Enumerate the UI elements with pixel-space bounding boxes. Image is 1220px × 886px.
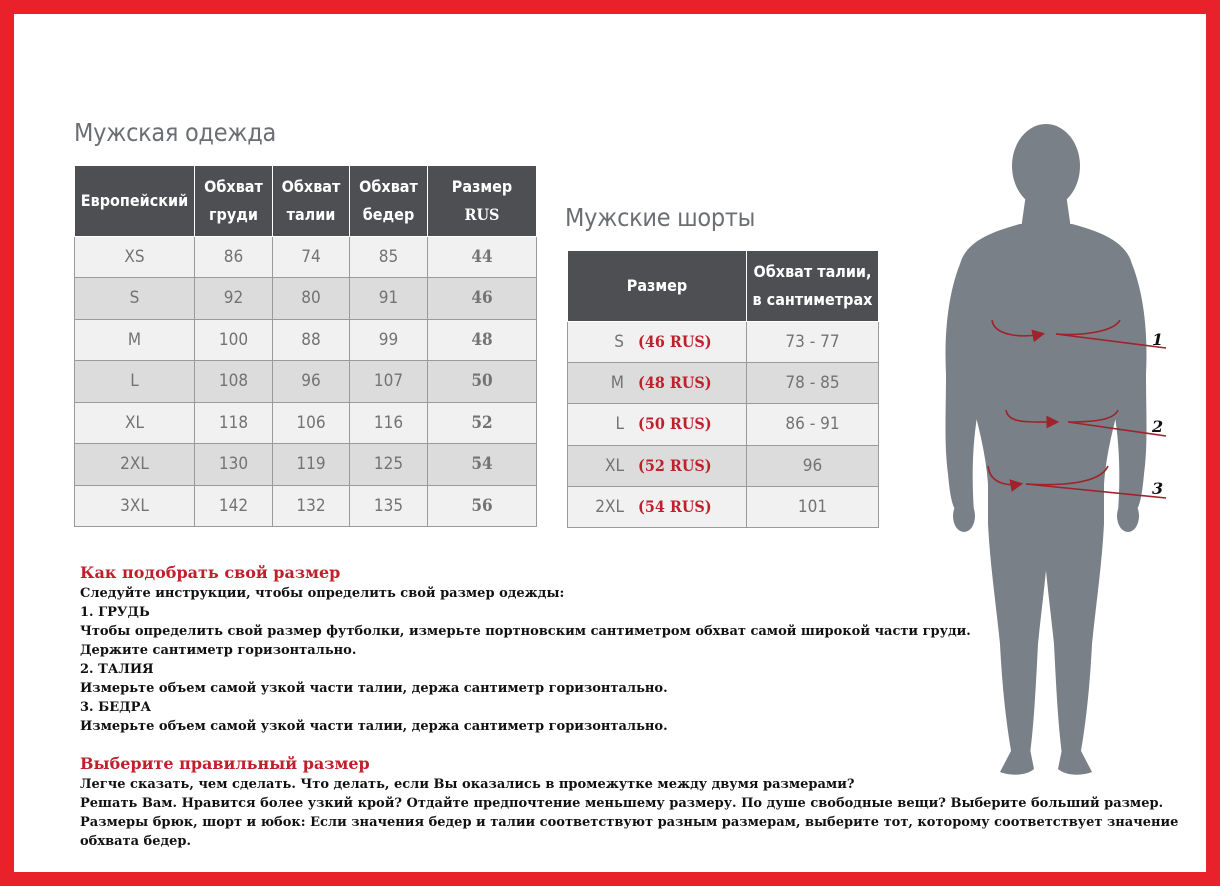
waist-cell: 96	[747, 445, 879, 486]
column-header	[75, 166, 195, 236]
size-cell	[568, 362, 747, 403]
column-header	[350, 166, 428, 236]
size-cell	[568, 404, 747, 445]
table-cell: 100	[195, 319, 273, 361]
table-cell: 108	[195, 361, 273, 403]
waist-cell: 78 - 85	[747, 362, 879, 403]
rus-size-label: (54 RUS)	[638, 497, 712, 517]
table-cell: 74	[273, 236, 350, 278]
table-cell: 2XL	[75, 444, 195, 486]
body-measurement-figure	[930, 124, 1170, 794]
mens-shorts-table	[567, 251, 879, 528]
rus-size-cell: 54	[428, 444, 537, 486]
size-cell	[568, 321, 747, 362]
table-cell: 107	[350, 361, 428, 403]
column-header	[195, 166, 273, 236]
rus-size-cell: 50	[428, 361, 537, 403]
table-cell: 85	[350, 236, 428, 278]
column-header-line: Обхват	[359, 176, 418, 196]
size-label: M	[610, 373, 624, 394]
measurement-label-1: 1	[1152, 330, 1164, 349]
size-label: 2XL	[595, 497, 624, 518]
table-cell: 142	[195, 485, 273, 527]
measurement-label-2: 2	[1152, 417, 1164, 436]
waist-cell: 73 - 77	[747, 321, 879, 362]
male-silhouette-icon	[930, 124, 1170, 794]
table-row	[75, 485, 537, 527]
table-cell: 118	[195, 402, 273, 444]
table-cell: 96	[273, 361, 350, 403]
rus-size-label: (52 RUS)	[638, 455, 712, 475]
instruction-line: 2. ТАЛИЯ	[80, 662, 154, 677]
size-chart-page	[14, 14, 1206, 872]
table-cell: 106	[273, 402, 350, 444]
measurement-label-3: 3	[1152, 479, 1164, 498]
table-cell: XS	[75, 236, 195, 278]
instructions-heading: Как подобрать свой размер	[80, 563, 341, 582]
mens-clothing-table	[74, 166, 537, 527]
advice-line: Решать Вам. Нравится более узкий крой? Отдайте предпочтение меньшему размеру. По душе свободные вещи? Выберите больший размер.	[80, 796, 1164, 811]
column-header	[428, 166, 537, 236]
column-header-line: Обхват	[204, 176, 263, 196]
table-cell: 125	[350, 444, 428, 486]
size-label: S	[614, 331, 624, 352]
table-row	[568, 321, 879, 362]
rus-size-label: (46 RUS)	[638, 331, 712, 351]
table-cell: 91	[350, 278, 428, 320]
column-header	[273, 166, 350, 236]
rus-size-label: (48 RUS)	[638, 373, 712, 393]
table-cell: 132	[273, 485, 350, 527]
waist-cell: 86 - 91	[747, 404, 879, 445]
column-header-line: груди	[209, 204, 258, 224]
rus-size-cell: 52	[428, 402, 537, 444]
instruction-line: Измерьте объем самой узкой части талии, держа сантиметр горизонтально.	[80, 681, 668, 696]
table-row	[75, 278, 537, 320]
rus-size-cell: 46	[428, 278, 537, 320]
rus-size-cell: 56	[428, 485, 537, 527]
table-cell: L	[75, 361, 195, 403]
table-cell: 116	[350, 402, 428, 444]
column-header-line: Обхват	[281, 176, 341, 196]
table-row	[568, 404, 879, 445]
column-header	[568, 251, 747, 321]
table-row	[75, 319, 537, 361]
rus-size-label: (50 RUS)	[638, 414, 712, 434]
instruction-line: Чтобы определить свой размер футболки, измерьте портновским сантиметром обхват самой широкой части груди.	[80, 624, 971, 639]
advice-line: Легче сказать, чем сделать. Что делать, если Вы оказались в промежутке между двумя размерами?	[80, 777, 855, 792]
table-cell: 88	[273, 319, 350, 361]
table-cell: M	[75, 319, 195, 361]
size-label: L	[615, 414, 624, 435]
column-header-line: бедер	[362, 204, 415, 224]
table-cell: 99	[350, 319, 428, 361]
table-cell: 130	[195, 444, 273, 486]
size-cell	[568, 445, 747, 486]
column-header-line: Европейский	[80, 190, 189, 210]
size-label: XL	[605, 455, 624, 476]
column-header-line: Размер	[451, 176, 513, 196]
table-cell: 3XL	[75, 485, 195, 527]
table-cell: S	[75, 278, 195, 320]
mens-clothing-title: Мужская одежда	[74, 118, 276, 147]
mens-shorts-title: Мужские шорты	[565, 203, 756, 232]
advice-line: Размеры брюк, шорт и юбок: Если значения бедер и талии соответствуют разным размерам, выберите тот, которому соответствует значение	[80, 815, 1179, 830]
rus-size-cell: 48	[428, 319, 537, 361]
table-cell: 80	[273, 278, 350, 320]
column-header-line: RUS	[464, 204, 500, 224]
instruction-line: Измерьте объем самой узкой части талии, держа сантиметр горизонтально.	[80, 719, 668, 734]
table-row	[75, 444, 537, 486]
table-row	[75, 236, 537, 278]
instruction-line: 1. ГРУДЬ	[80, 605, 150, 620]
table-cell: 86	[195, 236, 273, 278]
instruction-line: Следуйте инструкции, чтобы определить свой размер одежды:	[80, 586, 565, 601]
column-header-line: в сантиметрах	[752, 289, 873, 309]
table-row	[568, 362, 879, 403]
rus-size-cell: 44	[428, 236, 537, 278]
table-cell: XL	[75, 402, 195, 444]
instruction-line: 3. БЕДРА	[80, 700, 152, 715]
choose-heading: Выберите правильный размер	[80, 754, 370, 773]
table-row	[75, 361, 537, 403]
table-cell: 119	[273, 444, 350, 486]
column-header-line: талии	[286, 204, 336, 224]
column-header	[747, 251, 879, 321]
table-row	[75, 402, 537, 444]
column-header-line: Обхват талии,	[753, 261, 872, 281]
column-header-line: Размер	[626, 275, 688, 295]
table-row	[568, 445, 879, 486]
instruction-line: Держите сантиметр горизонтально.	[80, 643, 357, 658]
table-cell: 92	[195, 278, 273, 320]
advice-line: обхвата бедер.	[80, 834, 192, 849]
table-cell: 135	[350, 485, 428, 527]
waist-cell: 101	[747, 487, 879, 528]
size-cell	[568, 487, 747, 528]
table-row	[568, 487, 879, 528]
